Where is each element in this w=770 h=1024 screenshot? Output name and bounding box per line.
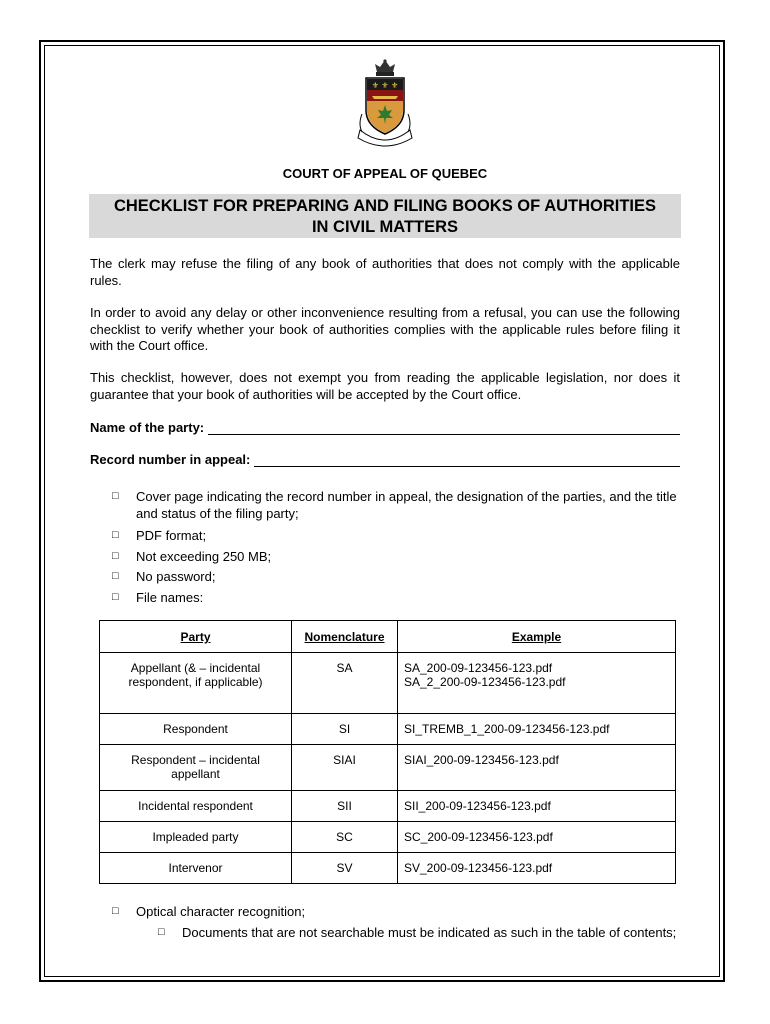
checklist-item-no-password[interactable] [112, 568, 682, 585]
court-name: COURT OF APPEAL OF QUEBEC [282, 166, 488, 181]
checklist-item-label: Cover page indicating the record number in appeal, the designation of the parties, and the title and status of the filing party; [136, 489, 677, 521]
table-row [100, 714, 676, 745]
checklist-subitem-searchable[interactable] [158, 924, 680, 941]
checkbox-icon[interactable]: □ [112, 550, 119, 562]
record-number-field[interactable] [90, 452, 680, 467]
checklist-item-label: No password; [136, 569, 216, 584]
header-example: Example [398, 621, 676, 653]
party-name-field[interactable] [90, 420, 680, 435]
party-cell: Impleaded party [100, 822, 292, 853]
record-number-label: Record number in appeal: [90, 452, 251, 467]
file-naming-table [99, 620, 676, 884]
page-title [89, 194, 681, 238]
example-cell: SC_200-09-123456-123.pdf [398, 822, 676, 853]
checklist-item-label: Not exceeding 250 MB; [136, 549, 272, 564]
table-row [100, 853, 676, 884]
example-cell: SV_200-09-123456-123.pdf [398, 853, 676, 884]
intro-paragraph-2: In order to avoid any delay or other inconvenience resulting from a refusal, you can use the following checklist to verify whether your book of authorities complies with the applicable rules before filing it with the Court office. [90, 305, 680, 353]
header-party: Party [100, 621, 292, 653]
example-cell: SA_200-09-123456-123.pdf SA_2_200-09-123456-123.pdf [398, 653, 676, 714]
checklist-item-label: File names: [136, 590, 204, 605]
checklist-item-ocr[interactable] [112, 903, 682, 920]
table-row [100, 653, 676, 714]
checkbox-icon[interactable]: □ [112, 490, 119, 502]
party-name-label: Name of the party: [90, 420, 205, 435]
intro-paragraph-1: The clerk may refuse the filing of any book of authorities that does not comply with the applicable rules. [90, 256, 680, 288]
checklist-item-label: PDF format; [136, 528, 207, 543]
quebec-coat-of-arms-icon [350, 58, 420, 150]
record-number-blank[interactable] [254, 452, 680, 467]
code-cell: SII [292, 791, 398, 822]
checklist-item-size-limit[interactable] [112, 548, 682, 565]
table-row [100, 745, 676, 791]
svg-text:⚜ ⚜ ⚜: ⚜ ⚜ ⚜ [371, 81, 399, 90]
code-cell: SC [292, 822, 398, 853]
table-row [100, 822, 676, 853]
party-cell: Respondent [100, 714, 292, 745]
table-row [100, 791, 676, 822]
party-name-blank[interactable] [208, 420, 680, 435]
party-cell: Incidental respondent [100, 791, 292, 822]
table-header-row [100, 621, 676, 653]
party-cell: Intervenor [100, 853, 292, 884]
checklist-item-label: Documents that are not searchable must be indicated as such in the table of contents; [182, 925, 677, 940]
example-cell: SIAI_200-09-123456-123.pdf [398, 745, 676, 791]
checklist-item-cover-page[interactable] [112, 488, 682, 522]
checkbox-icon[interactable]: □ [112, 529, 119, 541]
checkbox-icon[interactable]: □ [112, 905, 119, 917]
checklist-item-pdf-format[interactable] [112, 527, 682, 544]
party-cell: Appellant (& – incidental respondent, if applicable) [100, 653, 292, 714]
code-cell: SA [292, 653, 398, 714]
checkbox-icon[interactable]: □ [112, 591, 119, 603]
checklist-item-label: Optical character recognition; [136, 904, 306, 919]
party-cell: Respondent – incidental appellant [100, 745, 292, 791]
title-line-1: CHECKLIST FOR PREPARING AND FILING BOOKS OF AUTHORITIES [113, 197, 657, 215]
checklist-item-file-names[interactable] [112, 589, 682, 606]
example-cell: SI_TREMB_1_200-09-123456-123.pdf [398, 714, 676, 745]
intro-paragraph-3: This checklist, however, does not exempt you from reading the applicable legislation, nor does it guarantee that your book of authorities will be accepted by the Court office. [90, 370, 680, 402]
checkbox-icon[interactable]: □ [158, 926, 165, 938]
code-cell: SI [292, 714, 398, 745]
checkbox-icon[interactable]: □ [112, 570, 119, 582]
example-cell: SII_200-09-123456-123.pdf [398, 791, 676, 822]
title-line-2: IN CIVIL MATTERS [311, 218, 459, 236]
header-nomenclature: Nomenclature [292, 621, 398, 653]
code-cell: SIAI [292, 745, 398, 791]
code-cell: SV [292, 853, 398, 884]
